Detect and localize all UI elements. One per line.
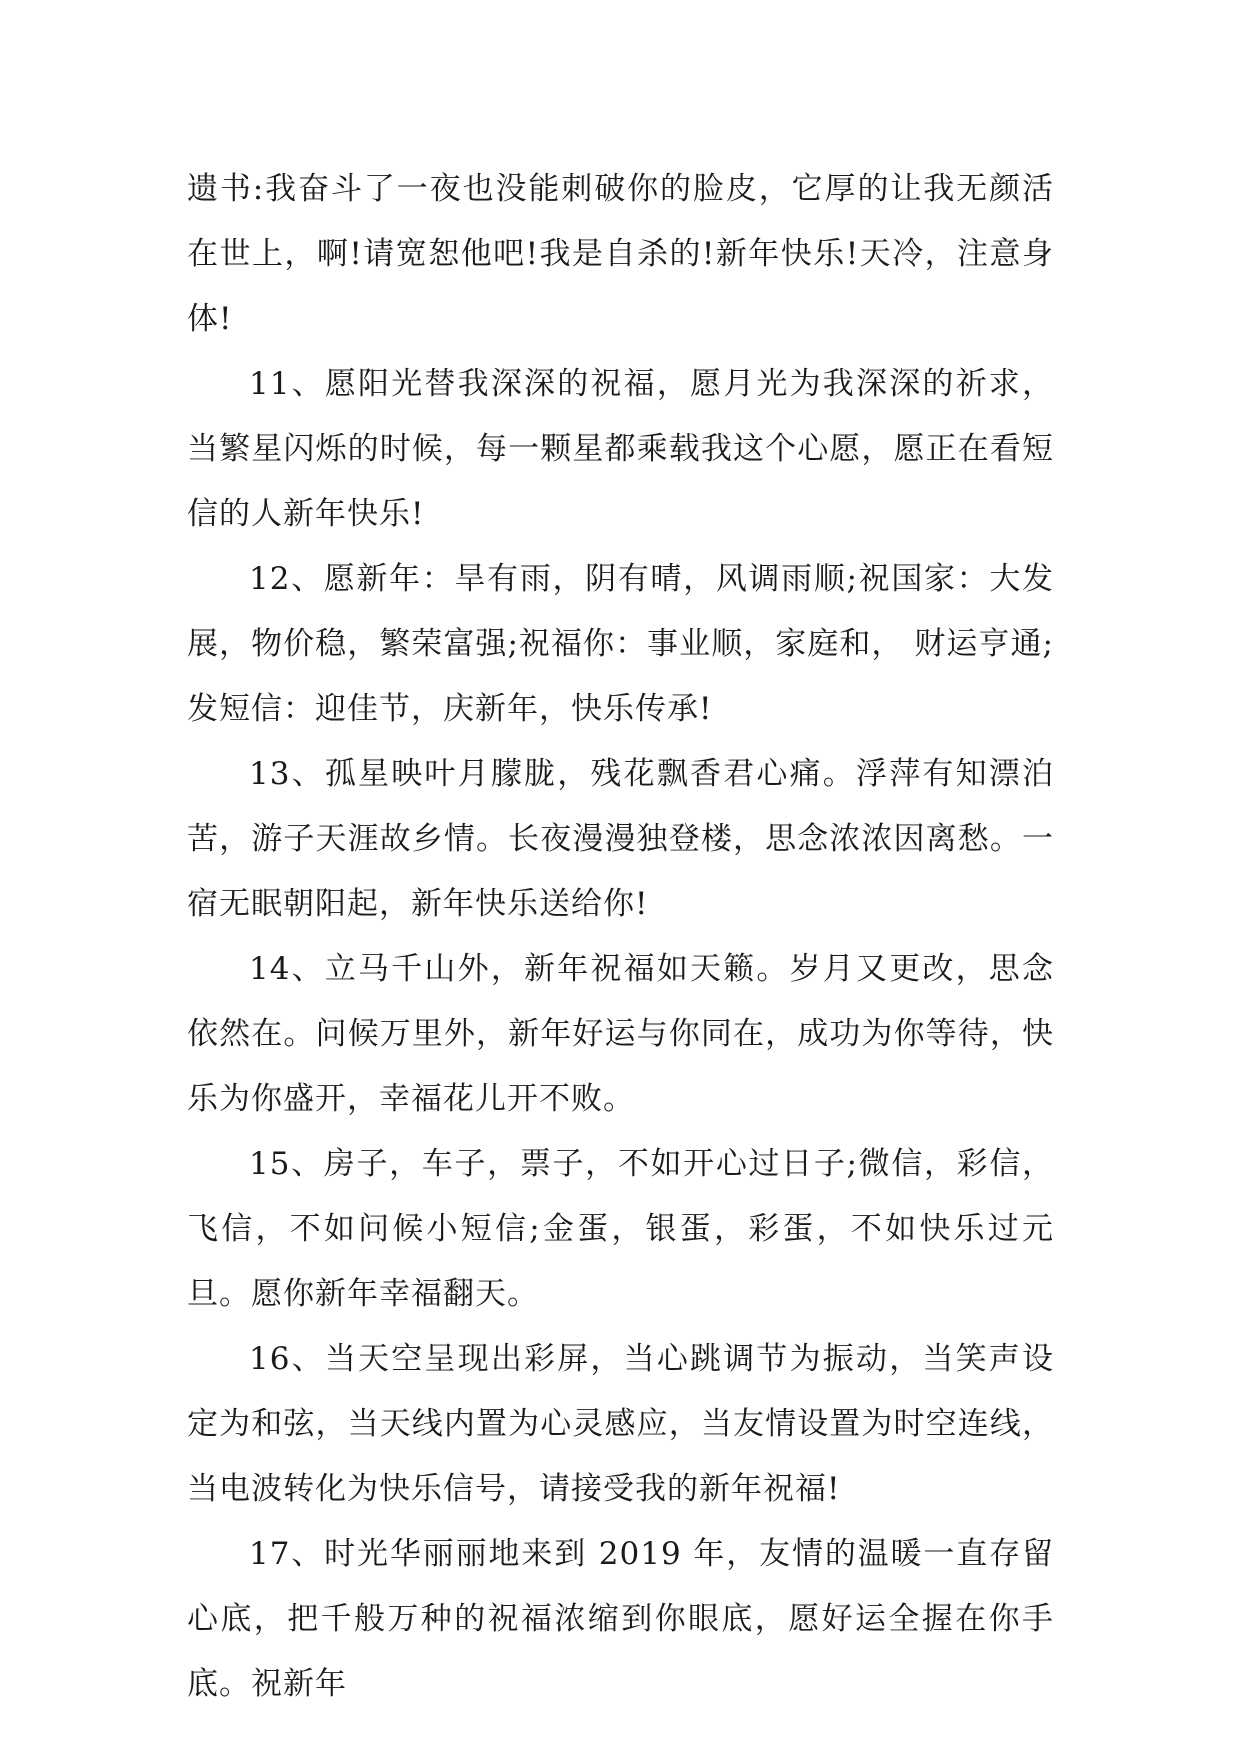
paragraph: 11、愿阳光替我深深的祝福，愿月光为我深深的祈求，当繁星闪烁的时候，每一颗星都乘载我这个心愿，愿正在看短信的人新年快乐! <box>187 366 1054 532</box>
document-body <box>187 157 1054 1717</box>
paragraph: 12、愿新年：旱有雨，阴有晴，风调雨顺;祝国家：大发展，物价稳，繁荣富强;祝福你：事业顺，家庭和， 财运亨通;发短信：迎佳节，庆新年，快乐传承! <box>187 561 1054 727</box>
paragraph: 16、当天空呈现出彩屏，当心跳调节为振动，当笑声设定为和弦，当天线内置为心灵感应，当友情设置为时空连线，当电波转化为快乐信号，请接受我的新年祝福! <box>187 1341 1054 1507</box>
paragraph: 15、房子，车子，票子，不如开心过日子;微信，彩信，飞信，不如问候小短信;金蛋，银蛋，彩蛋，不如快乐过元旦。愿你新年幸福翻天。 <box>187 1146 1054 1312</box>
paragraph: 14、立马千山外，新年祝福如天籁。岁月又更改，思念依然在。问候万里外，新年好运与你同在，成功为你等待，快乐为你盛开，幸福花儿开不败。 <box>187 951 1054 1117</box>
paragraph: 17、时光华丽丽地来到 2019 年，友情的温暖一直存留心底，把千般万种的祝福浓缩到你眼底，愿好运全握在你手底。祝新年 <box>187 1536 1054 1702</box>
paragraph: 13、孤星映叶月朦胧，残花飘香君心痛。浮萍有知漂泊苦，游子天涯故乡情。长夜漫漫独登楼，思念浓浓因离愁。一宿无眠朝阳起，新年快乐送给你! <box>187 756 1054 922</box>
paragraph: 遗书:我奋斗了一夜也没能刺破你的脸皮，它厚的让我无颜活在世上，啊!请宽恕他吧!我是自杀的!新年快乐!天冷，注意身体! <box>187 171 1054 337</box>
